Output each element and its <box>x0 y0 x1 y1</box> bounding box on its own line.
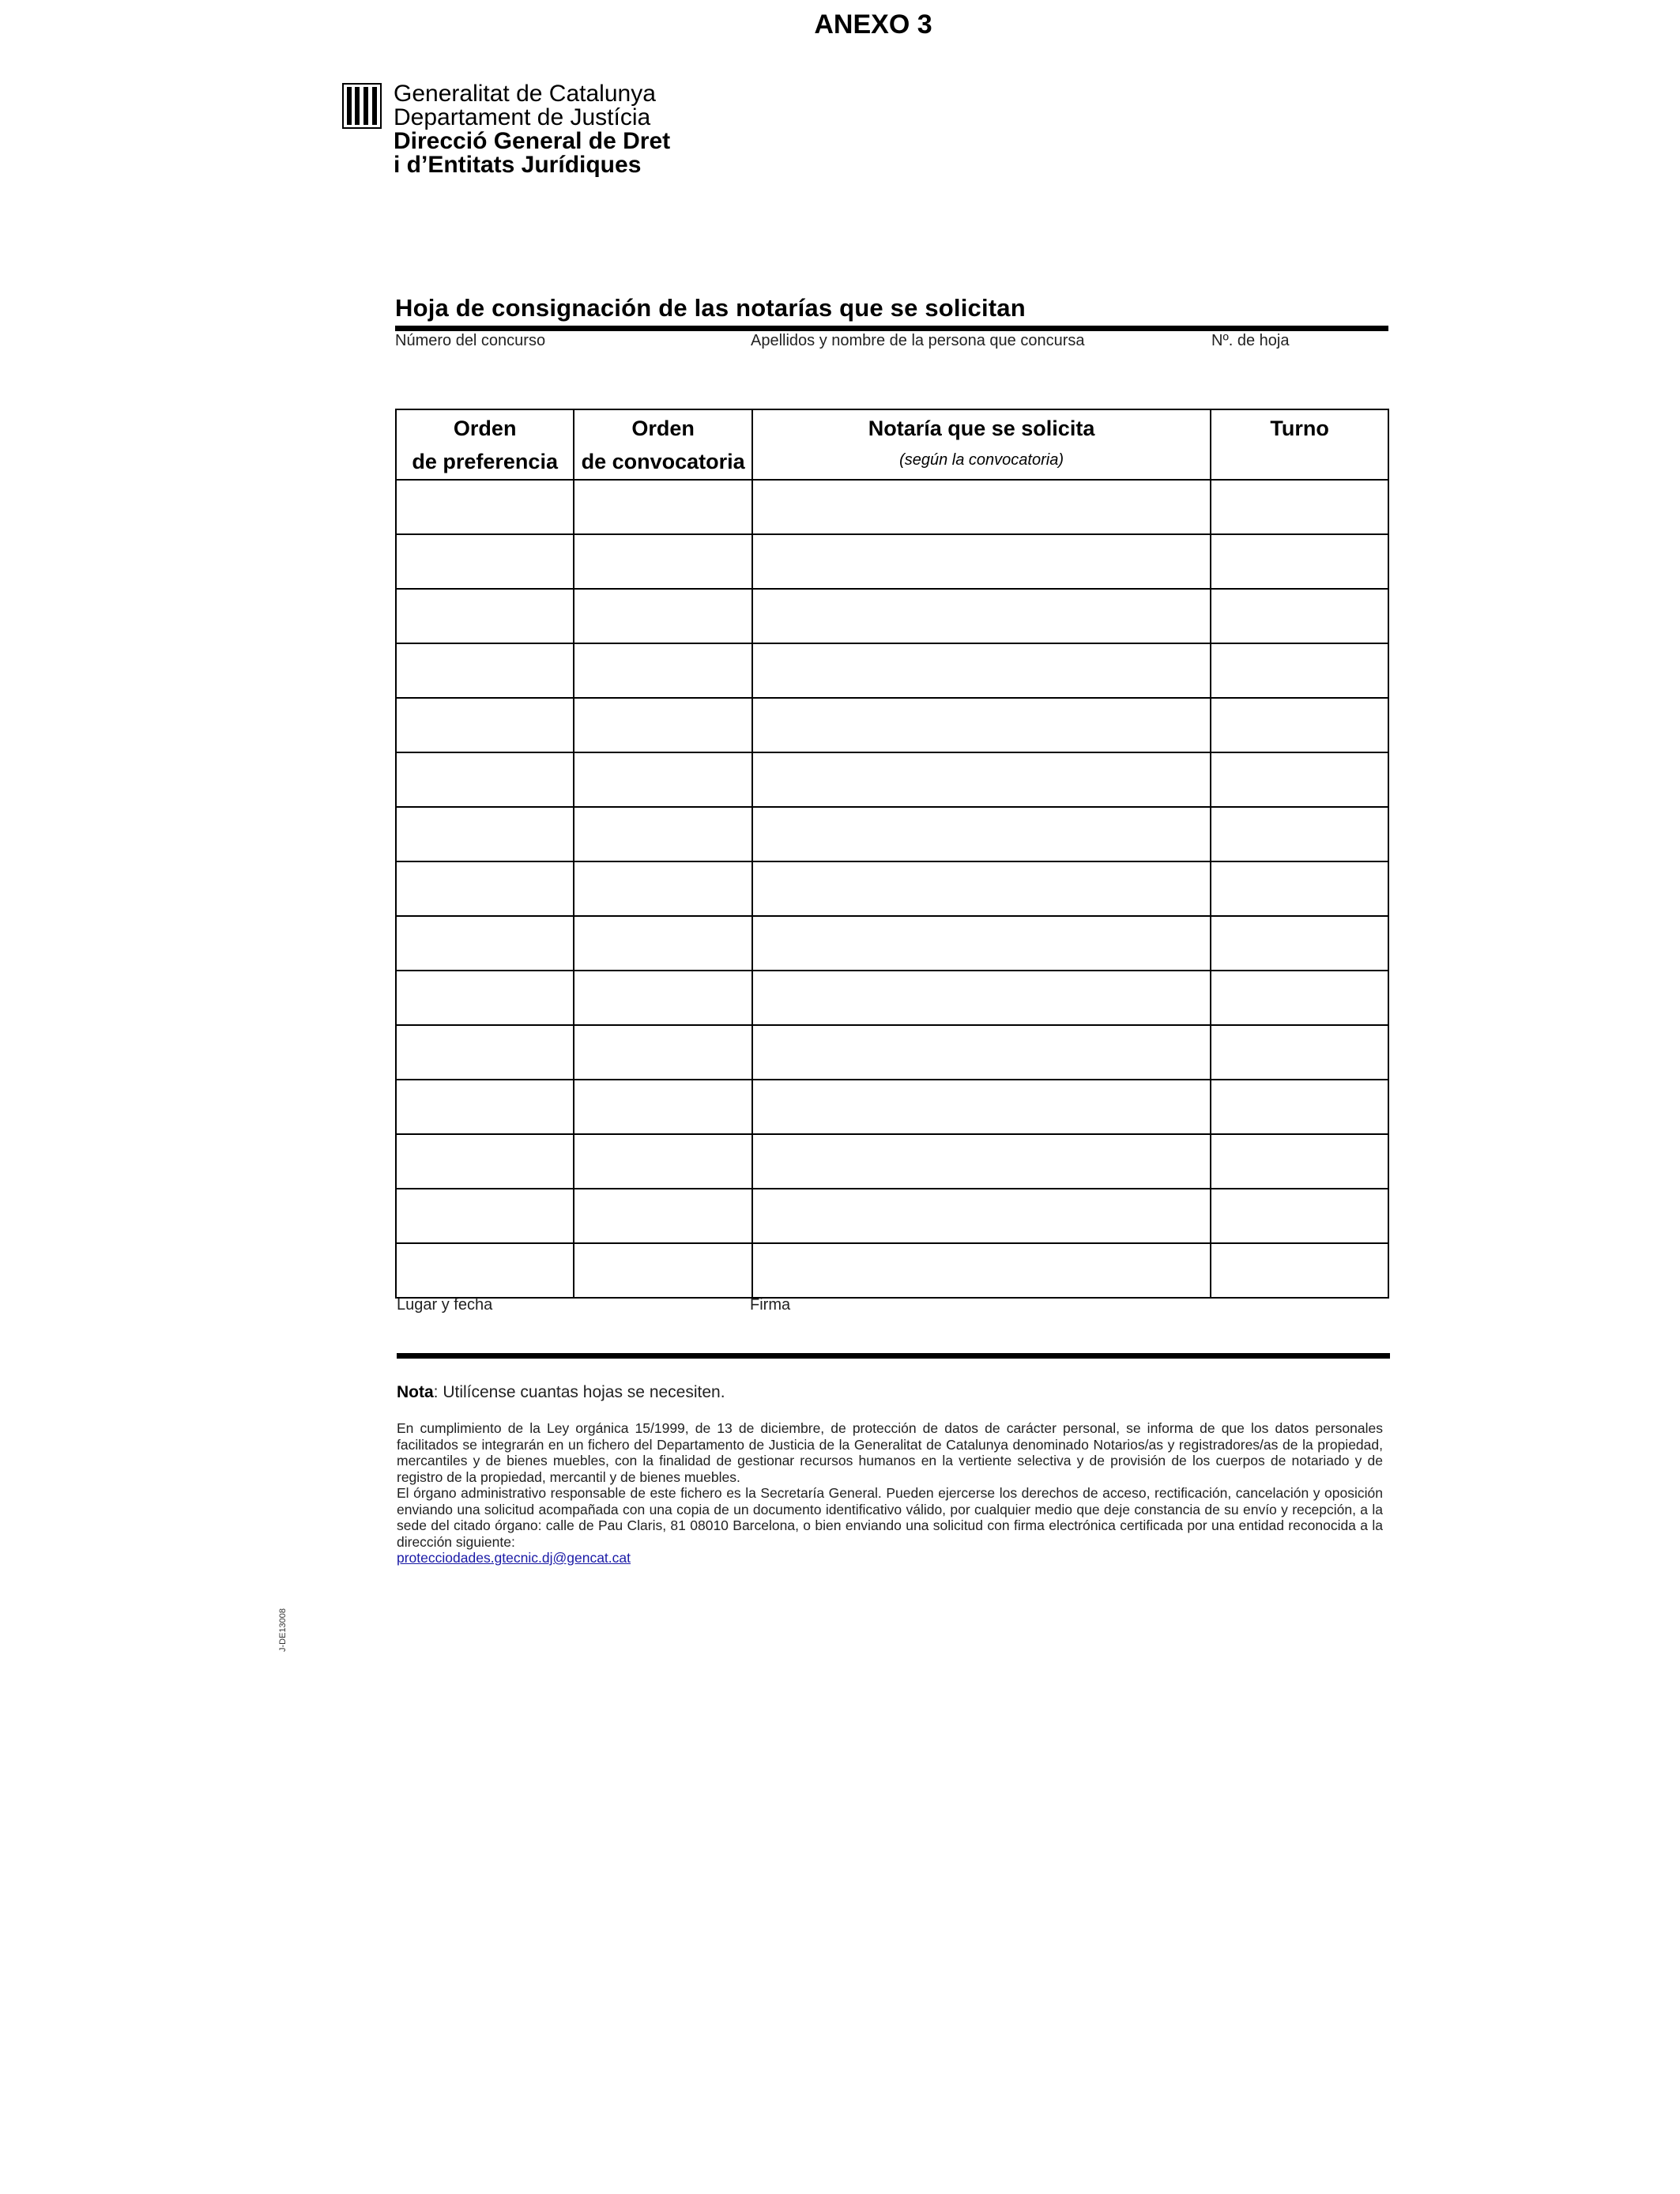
turn-cell[interactable] <box>1211 643 1388 698</box>
bottom-divider <box>397 1353 1390 1359</box>
call-order-cell[interactable] <box>574 534 752 589</box>
field-contest-number[interactable]: Número del concurso <box>395 332 546 349</box>
table-row <box>396 1134 1388 1189</box>
table-row <box>396 916 1388 971</box>
notary-cell[interactable] <box>752 589 1211 643</box>
notary-cell[interactable] <box>752 807 1211 861</box>
note-text: : Utilícense cuantas hojas se necesiten. <box>433 1383 725 1401</box>
preference-cell[interactable] <box>396 861 574 916</box>
annex-heading: ANEXO 3 <box>814 9 932 40</box>
turn-cell[interactable] <box>1211 971 1388 1025</box>
notary-cell[interactable] <box>752 1134 1211 1189</box>
call-order-cell[interactable] <box>574 589 752 643</box>
preference-cell[interactable] <box>396 698 574 752</box>
header-notary-requested: Notaría que se solicita (según la convocatoria) <box>752 409 1211 480</box>
note <box>397 1383 725 1402</box>
table-row <box>396 698 1388 752</box>
table-row <box>396 643 1388 698</box>
turn-cell[interactable] <box>1211 698 1388 752</box>
turn-cell[interactable] <box>1211 1080 1388 1134</box>
form-title: Hoja de consignación de las notarías que se solicitan <box>395 294 1026 322</box>
preference-cell[interactable] <box>396 534 574 589</box>
table-row <box>396 534 1388 589</box>
org-line-1: Generalitat de Catalunya <box>394 81 656 107</box>
header-preference-order: Orden de preferencia <box>396 409 574 480</box>
notary-cell[interactable] <box>752 1243 1211 1298</box>
preference-cell[interactable] <box>396 971 574 1025</box>
document-code: J-DE13008 <box>278 1608 288 1652</box>
turn-cell[interactable] <box>1211 916 1388 971</box>
privacy-notice <box>397 1420 1383 1566</box>
organization-block <box>394 82 670 177</box>
header-notary-sub: (según la convocatoria) <box>899 451 1064 469</box>
table-row <box>396 861 1388 916</box>
preference-cell[interactable] <box>396 1134 574 1189</box>
place-date-label: Lugar y fecha <box>397 1296 493 1314</box>
call-order-cell[interactable] <box>574 916 752 971</box>
call-order-cell[interactable] <box>574 1025 752 1080</box>
preference-cell[interactable] <box>396 480 574 534</box>
field-applicant-name[interactable]: Apellidos y nombre de la persona que concursa <box>751 332 1085 349</box>
generalitat-logo-icon <box>342 83 382 129</box>
call-order-cell[interactable] <box>574 1134 752 1189</box>
header-call-order: Orden de convocatoria <box>574 409 752 480</box>
org-line-2: Departament de Justícia <box>394 104 651 130</box>
table-row <box>396 1025 1388 1080</box>
turn-cell[interactable] <box>1211 1243 1388 1298</box>
turn-cell[interactable] <box>1211 480 1388 534</box>
notary-cell[interactable] <box>752 1189 1211 1243</box>
table-row <box>396 480 1388 534</box>
call-order-cell[interactable] <box>574 752 752 807</box>
turn-cell[interactable] <box>1211 752 1388 807</box>
contact-email-link[interactable]: protecciodades.gtecnic.dj@gencat.cat <box>397 1550 631 1566</box>
table-row <box>396 589 1388 643</box>
notary-cell[interactable] <box>752 643 1211 698</box>
header-turn: Turno <box>1211 409 1388 480</box>
call-order-cell[interactable] <box>574 971 752 1025</box>
table-row <box>396 752 1388 807</box>
call-order-cell[interactable] <box>574 643 752 698</box>
preference-cell[interactable] <box>396 1189 574 1243</box>
table-row <box>396 1243 1388 1298</box>
table-row <box>396 1080 1388 1134</box>
turn-cell[interactable] <box>1211 1025 1388 1080</box>
notary-cell[interactable] <box>752 752 1211 807</box>
org-line-3: Direcció General de Dret <box>394 128 671 154</box>
table-row <box>396 807 1388 861</box>
call-order-cell[interactable] <box>574 1080 752 1134</box>
notary-cell[interactable] <box>752 1025 1211 1080</box>
preference-cell[interactable] <box>396 807 574 861</box>
preference-cell[interactable] <box>396 1243 574 1298</box>
notary-request-table <box>395 409 1389 1299</box>
org-line-4: i d’Entitats Jurídiques <box>394 152 642 178</box>
notary-cell[interactable] <box>752 971 1211 1025</box>
turn-cell[interactable] <box>1211 589 1388 643</box>
note-label: Nota <box>397 1383 434 1401</box>
preference-cell[interactable] <box>396 589 574 643</box>
call-order-cell[interactable] <box>574 698 752 752</box>
preference-cell[interactable] <box>396 643 574 698</box>
table-row <box>396 1189 1388 1243</box>
privacy-paragraph-2: El órgano administrativo responsable de este fichero es la Secretaría General. Pueden ejercerse los derechos de acceso, rectificación, cancelación y oposición enviando una solicitud acompañada con una copia de un documento identificativo válido, por cualquier medio que deje constancia de su envío y recepción, a la sede del citado órgano: calle de Pau Claris, 81 08010 Barcelona, o bien enviando una solicitud con firma electrónica certificada por una entidad reconocida a la dirección siguiente: <box>397 1485 1383 1550</box>
notary-cell[interactable] <box>752 698 1211 752</box>
notary-cell[interactable] <box>752 480 1211 534</box>
preference-cell[interactable] <box>396 1080 574 1134</box>
turn-cell[interactable] <box>1211 534 1388 589</box>
call-order-cell[interactable] <box>574 807 752 861</box>
call-order-cell[interactable] <box>574 1243 752 1298</box>
call-order-cell[interactable] <box>574 1189 752 1243</box>
table-row <box>396 971 1388 1025</box>
field-sheet-number[interactable]: Nº. de hoja <box>1211 332 1290 349</box>
privacy-paragraph-1: En cumplimiento de la Ley orgánica 15/1999, de 13 de diciembre, de protección de datos de carácter personal, se informa de que los datos personales facilitados se integrarán en un fichero del Departamento de Justicia de la Generalitat de Catalunya denominado Notarios/as y registradores/as de la propiedad, mercantiles y de bienes muebles, con la finalidad de gestionar recursos humanos en la vertiente selectiva y de provisión de los cuerpos de notariado y de registro de la propiedad, mercantil y de bienes muebles. <box>397 1420 1383 1485</box>
turn-cell[interactable] <box>1211 1134 1388 1189</box>
signature-label: Firma <box>750 1296 791 1314</box>
table-header-row <box>396 409 1388 480</box>
notary-cell[interactable] <box>752 534 1211 589</box>
notary-cell[interactable] <box>752 1080 1211 1134</box>
preference-cell[interactable] <box>396 1025 574 1080</box>
turn-cell[interactable] <box>1211 1189 1388 1243</box>
top-divider <box>395 326 1388 331</box>
notary-cell[interactable] <box>752 916 1211 971</box>
turn-cell[interactable] <box>1211 861 1388 916</box>
turn-cell[interactable] <box>1211 807 1388 861</box>
notary-cell[interactable] <box>752 861 1211 916</box>
call-order-cell[interactable] <box>574 861 752 916</box>
preference-cell[interactable] <box>396 752 574 807</box>
call-order-cell[interactable] <box>574 480 752 534</box>
preference-cell[interactable] <box>396 916 574 971</box>
